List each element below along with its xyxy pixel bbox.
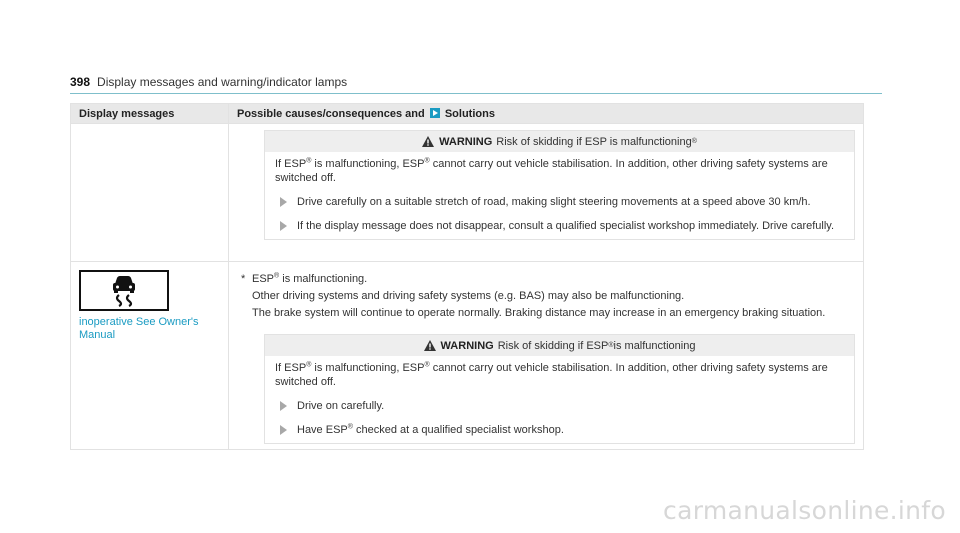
registered-mark: ®: [424, 157, 430, 165]
esp-skid-icon: [109, 275, 139, 307]
warning-box: [264, 334, 855, 444]
text-fragment: cannot carry out vehicle stabilisation. In addition, other driving safety systems are switched off.: [275, 362, 828, 388]
page-number: 398: [70, 75, 91, 89]
watermark: carmanualsonline.info: [663, 496, 946, 525]
warning-body: [265, 152, 854, 239]
row2-display-cell: [71, 262, 229, 450]
text-fragment: If ESP: [275, 158, 307, 170]
page-header: [70, 74, 882, 94]
step-arrow-icon: [275, 195, 297, 209]
instruction-step: [275, 219, 844, 233]
row2-solution-cell: [229, 262, 864, 450]
instruction-step: [275, 399, 844, 413]
solutions-header-label: Solutions: [444, 107, 495, 120]
text-fragment: Have ESP: [297, 424, 348, 436]
step-arrow-icon: [275, 423, 297, 437]
text-fragment: cannot carry out vehicle stabilisation. In addition, other driving safety systems are switched off.: [275, 158, 828, 184]
warning-paragraph: [275, 157, 844, 185]
registered-mark: ®: [306, 157, 312, 165]
instruction-step: [275, 423, 844, 437]
text-fragment: If ESP: [275, 362, 307, 374]
warning-heading: WARNING Risk of skidding if ESP is malfunctioning ®: [265, 131, 854, 152]
cause-line: [252, 272, 825, 286]
solutions-arrow-icon: [430, 108, 440, 118]
row1-display-cell: [71, 124, 229, 262]
text-fragment: is malfunctioning, ESP: [311, 362, 425, 374]
warning-text-after: is malfunctioning: [613, 339, 696, 352]
text-fragment: is malfunctioning.: [279, 273, 368, 285]
row1-solution-cell: [229, 124, 864, 262]
warning-paragraph: [275, 361, 844, 389]
warning-triangle-icon: [424, 340, 436, 351]
table-header-row: [71, 104, 864, 124]
warning-label: WARNING: [440, 339, 494, 352]
warning-triangle-icon: [422, 136, 434, 147]
step-arrow-icon: [275, 399, 297, 413]
cause-text: [252, 272, 825, 320]
cause-block: [241, 272, 855, 320]
column-header-display-messages: Display messages: [71, 104, 229, 124]
text-fragment: is malfunctioning, ESP: [311, 158, 425, 170]
warning-text: Risk of skidding if ESP is malfunctioning: [496, 135, 692, 148]
registered-mark: ®: [274, 272, 280, 280]
table-row: [71, 124, 864, 262]
esp-indicator-frame: [79, 270, 169, 311]
warning-box: [264, 130, 855, 240]
step-arrow-icon: [275, 219, 297, 233]
display-messages-table: [70, 103, 864, 450]
owners-manual-link[interactable]: inoperative See Owner's Manual: [79, 316, 199, 341]
warning-heading: WARNING Risk of skidding if ESP ® is malfunctioning: [265, 335, 854, 356]
text-fragment: checked at a qualified specialist workshop.: [352, 424, 564, 436]
registered-mark: ®: [306, 361, 312, 369]
registered-mark: ®: [347, 423, 353, 431]
column-header-causes: [229, 104, 864, 124]
causes-header-label: Possible causes/consequences and: [237, 107, 425, 120]
warning-text: Risk of skidding if ESP: [497, 339, 609, 352]
text-fragment: ESP: [252, 273, 275, 285]
cause-line: Other driving systems and driving safety systems (e.g. BAS) may also be malfunctioning.: [252, 290, 685, 302]
cause-marker: *: [241, 273, 246, 285]
table-row: [71, 262, 864, 450]
warning-label: WARNING: [439, 135, 493, 148]
step-text: If the display message does not disappear, consult a qualified specialist workshop immediately. Drive carefully.: [297, 220, 835, 232]
instruction-step: [275, 195, 844, 209]
step-text: [297, 423, 564, 437]
step-text: Drive carefully on a suitable stretch of road, making slight steering movements at a speed above 30 km/h.: [297, 196, 811, 208]
cause-line: The brake system will continue to operate normally. Braking distance may increase in an emergency braking situation.: [252, 307, 826, 319]
step-text: Drive on carefully.: [297, 400, 385, 412]
warning-body: [265, 356, 854, 443]
registered-mark: ®: [424, 361, 430, 369]
page-heading: Display messages and warning/indicator lamps: [97, 75, 348, 89]
